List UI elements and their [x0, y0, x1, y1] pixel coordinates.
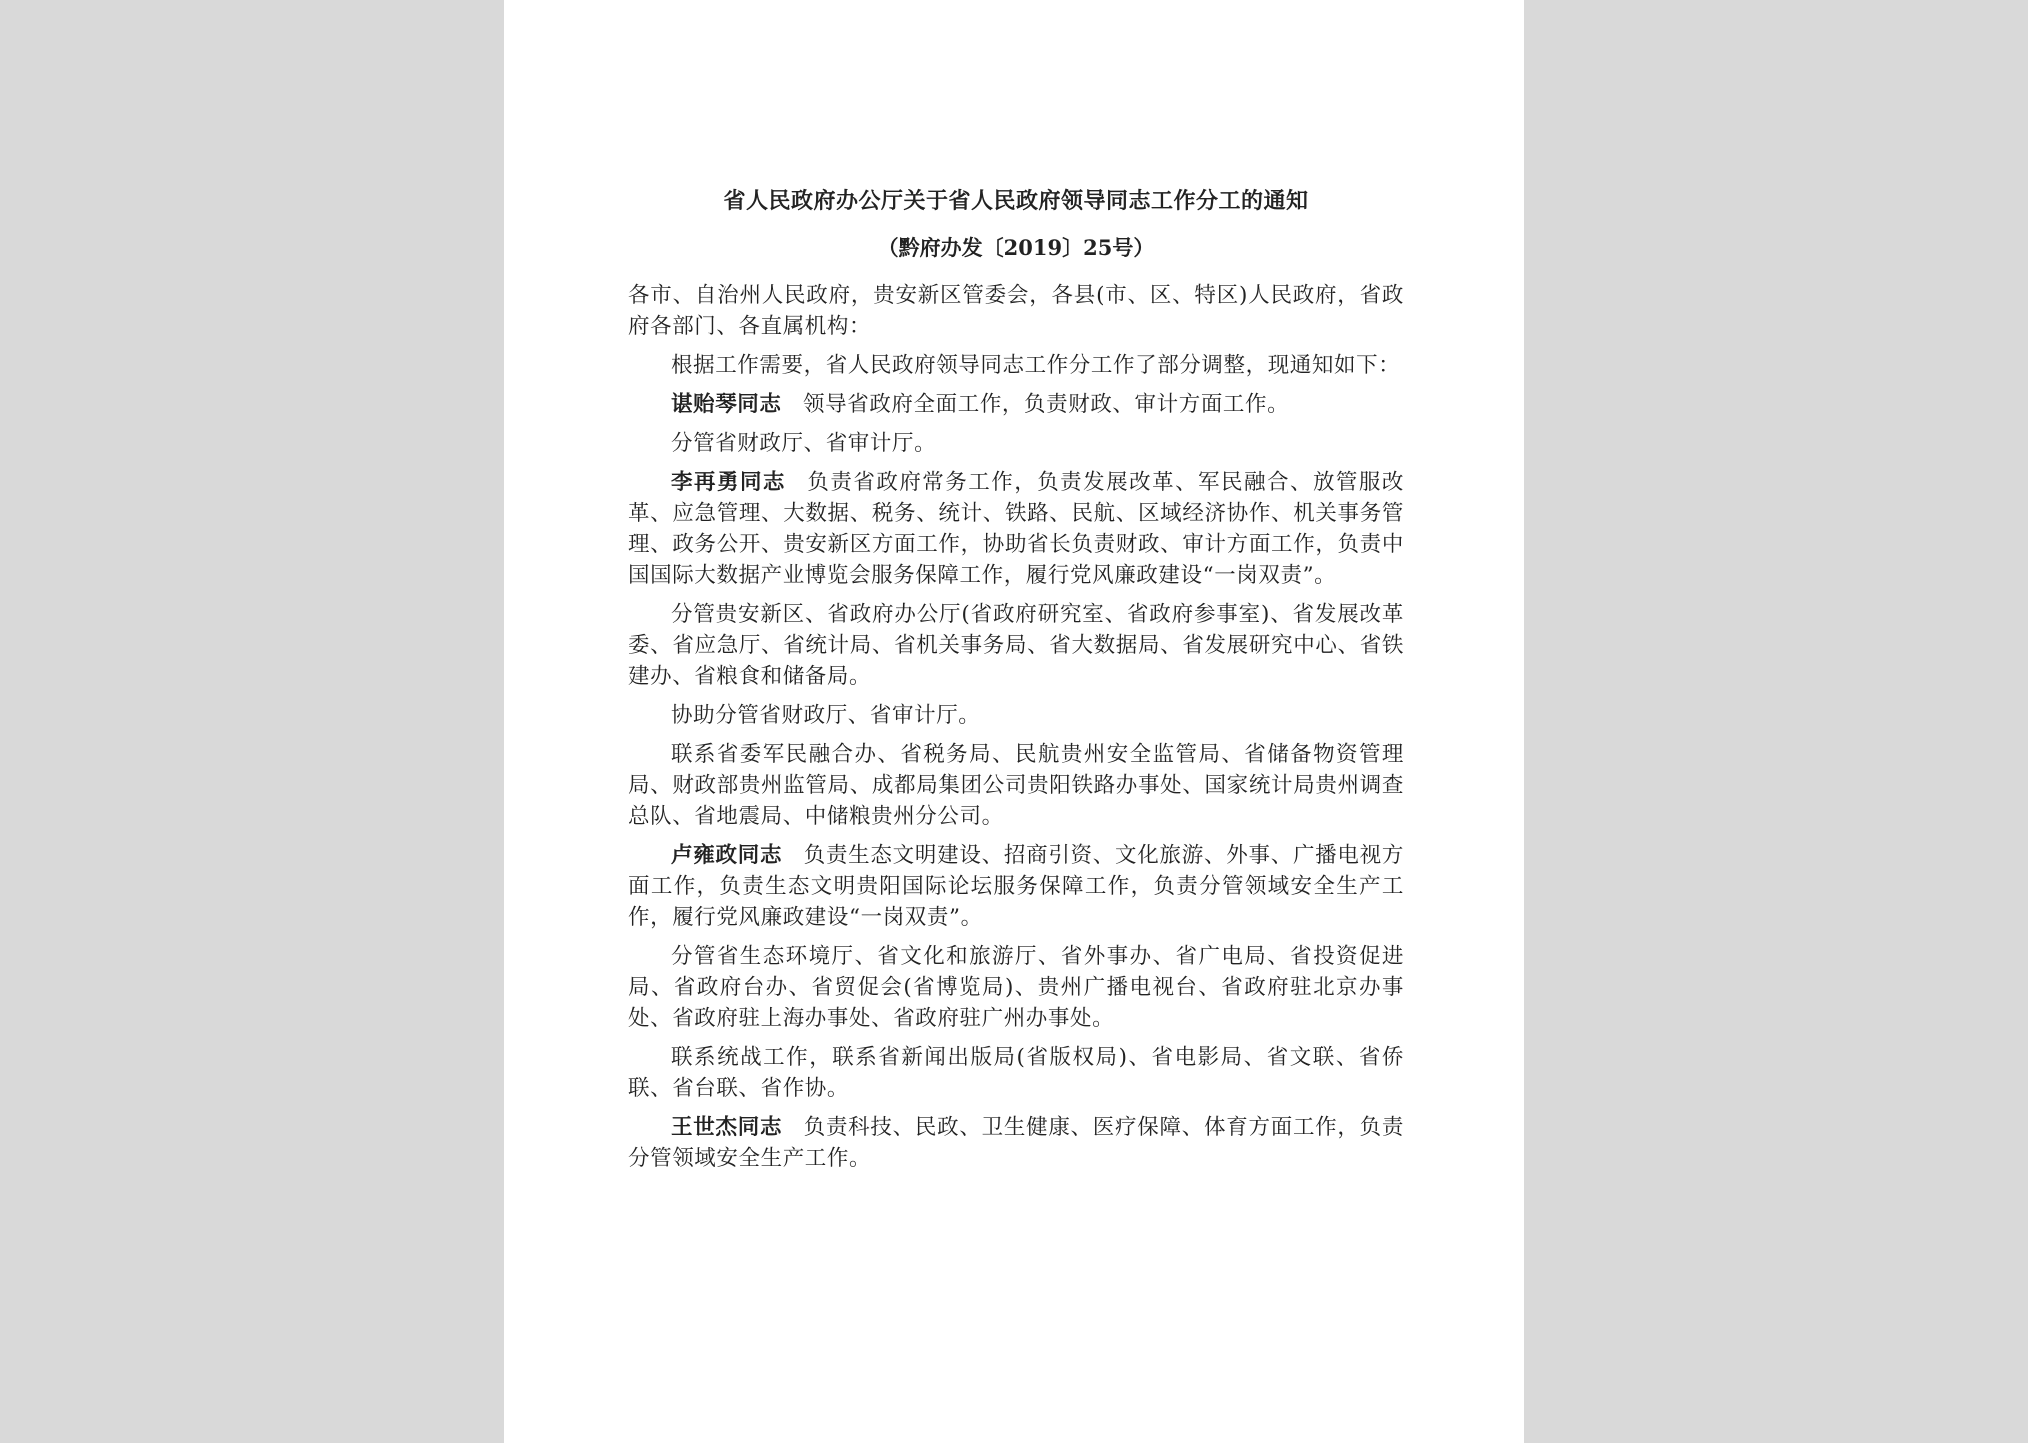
section-paragraph: 分管贵安新区、省政府办公厅(省政府研究室、省政府参事室)、省发展改革委、省应急厅、省统计局、省机关事务局、省大数据局、省发展研究中心、省铁建办、省粮食和储备局。	[628, 602, 1404, 689]
section-paragraph: 联系省委军民融合办、省税务局、民航贵州安全监管局、省储备物资管理局、财政部贵州监管局、成都局集团公司贵阳铁路办事处、国家统计局贵州调查总队、省地震局、中储粮贵州分公司。	[628, 742, 1404, 829]
section-paragraph: 分管省生态环境厅、省文化和旅游厅、省外事办、省广电局、省投资促进局、省政府台办、省贸促会(省博览局)、贵州广播电视台、省政府驻北京办事处、省政府驻上海办事处、省政府驻广州办事处。	[628, 944, 1404, 1031]
section-paragraph: 分管省财政厅、省审计厅。	[671, 431, 937, 456]
document-title: 省人民政府办公厅关于省人民政府领导同志工作分工的通知	[723, 188, 1309, 214]
leader-duty-paragraph	[628, 467, 1404, 591]
addressee-paragraph: 各市、自治州人民政府，贵安新区管委会，各县(市、区、特区)人民政府，省政府各部门、各直属机构：	[628, 283, 1404, 339]
section-paragraph: 协助分管省财政厅、省审计厅。	[671, 703, 981, 728]
leader-name: 谌贻琴同志	[671, 392, 782, 417]
leader-name: 卢雍政同志	[671, 843, 783, 868]
leader-duty: 负责省政府常务工作，负责发展改革、军民融合、放管服改革、应急管理、大数据、税务、统计、铁路、民航、区域经济协作、机关事务管理、政务公开、贵安新区方面工作，协助省长负责财政、审计方面工作，负责中国国际大数据产业博览会服务保障工作，履行党风廉政建设“一岗双责”。	[628, 470, 1404, 588]
leader-duty: 负责生态文明建设、招商引资、文化旅游、外事、广播电视方面工作，负责生态文明贵阳国际论坛服务保障工作，负责分管领域安全生产工作，履行党风廉政建设“一岗双责”。	[628, 843, 1404, 930]
leader-duty-paragraph	[628, 1112, 1404, 1174]
leader-name: 李再勇同志	[671, 470, 786, 495]
leader-duty: 领导省政府全面工作，负责财政、审计方面工作。	[803, 392, 1290, 417]
document-content	[628, 180, 1404, 1182]
leader-duty-paragraph	[628, 840, 1404, 933]
document-page	[504, 0, 1524, 1443]
leader-duty: 负责科技、民政、卫生健康、医疗保障、体育方面工作，负责分管领域安全生产工作。	[628, 1115, 1404, 1171]
leader-name: 王世杰同志	[671, 1115, 783, 1140]
section-paragraph: 联系统战工作，联系省新闻出版局(省版权局)、省电影局、省文联、省侨联、省台联、省作协。	[628, 1045, 1404, 1101]
leader-duty-paragraph	[628, 389, 1404, 420]
intro-paragraph: 根据工作需要，省人民政府领导同志工作分工作了部分调整，现通知如下：	[671, 353, 1401, 378]
document-number: （黔府办发〔2019〕25号）	[877, 235, 1155, 260]
